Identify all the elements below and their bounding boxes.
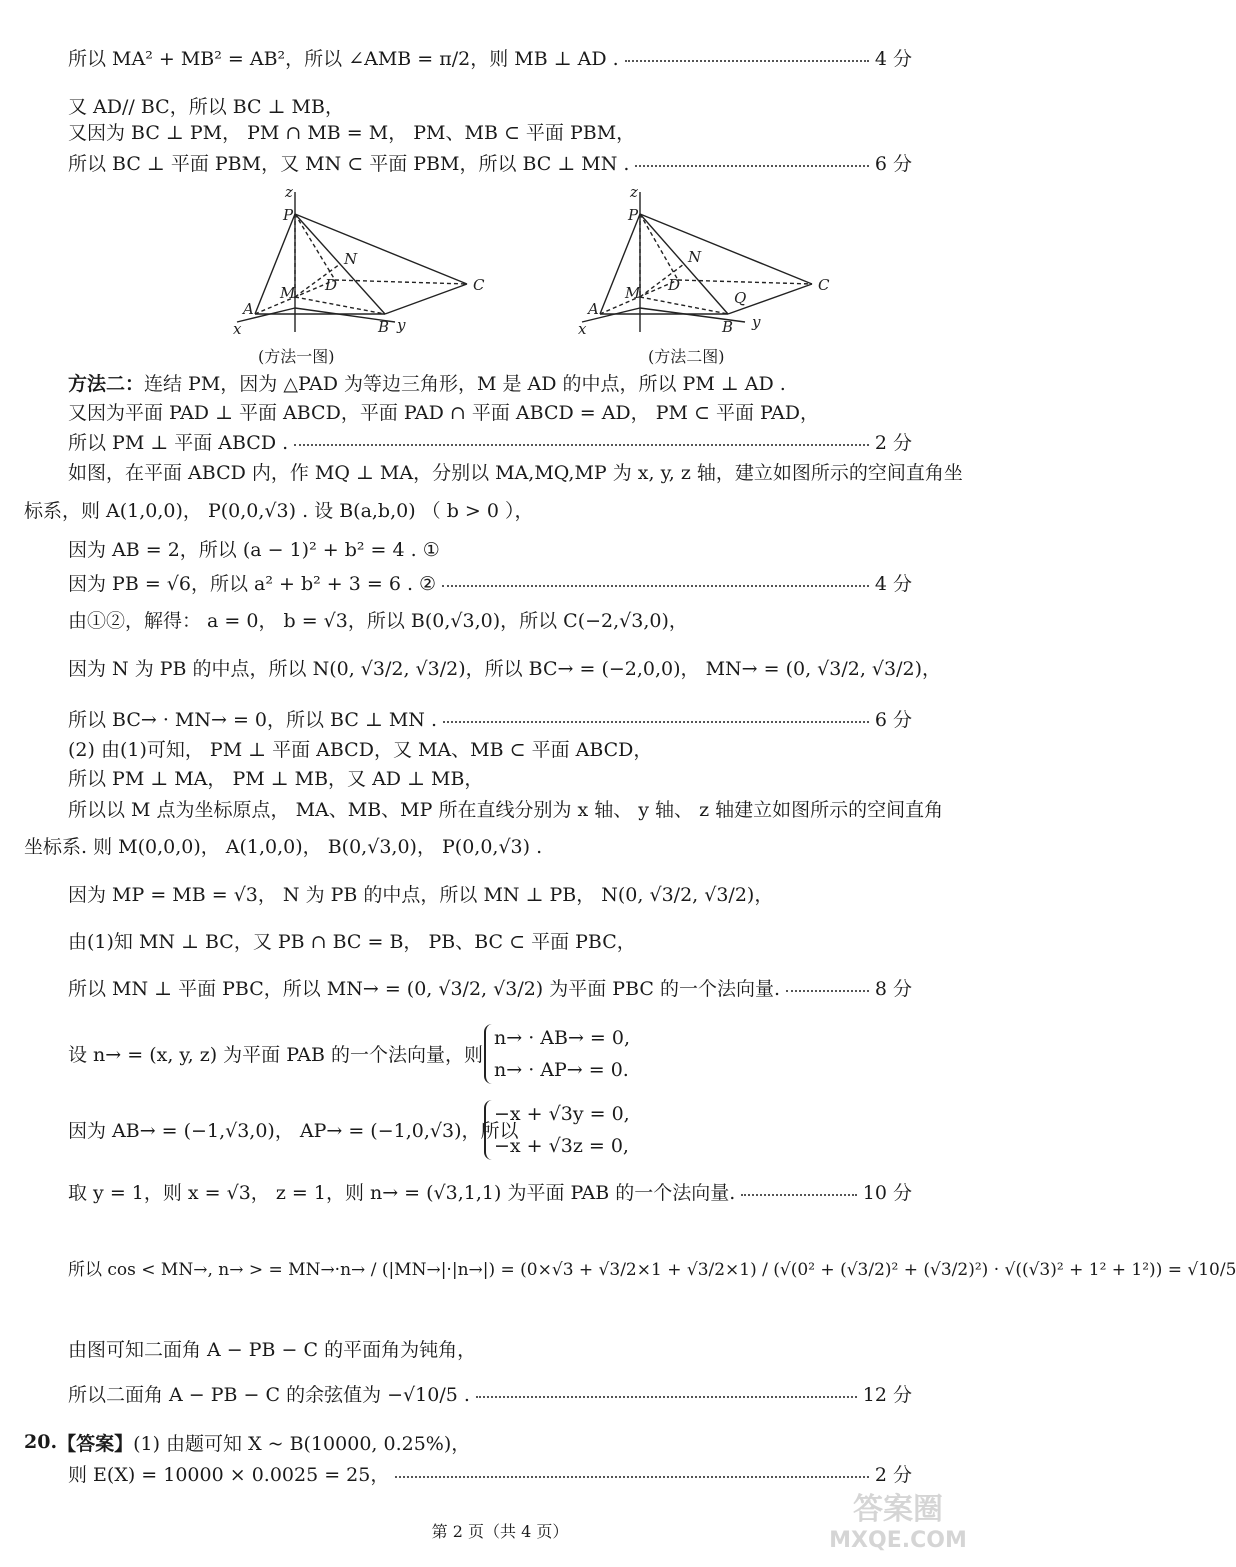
question-20-line: [24, 1427, 912, 1457]
line-text: 连结 PM，因为 △PAD 为等边三角形，M 是 AD 的中点，所以 PM ⊥ AD .: [144, 372, 786, 395]
solution-line-9: [24, 494, 976, 524]
line-text: 又因为 BC ⊥ PM， PM ∩ MB = M， PM、MB ⊂ 平面 PBM，: [68, 121, 636, 144]
edge-PD: [640, 214, 678, 280]
watermark-top-text: 答案圈: [853, 1492, 943, 1527]
solution-line-19: [68, 878, 912, 908]
label-y: y: [397, 316, 406, 334]
line-text: 所以以 M 点为坐标原点， MA、MB、MP 所在直线分别为 x 轴、 y 轴、 z 轴建立如图所示的空间直角: [68, 798, 944, 821]
line-text: 因为 AB→ = (−1,√3,0)， AP→ = (−1,0,√3)，所以: [68, 1119, 519, 1142]
system-equation-1: −x + √3y = 0,: [494, 1103, 630, 1125]
label-M: M: [280, 284, 296, 302]
solution-line-11: [68, 567, 912, 597]
line-text: 又因为平面 PAD ⊥ 平面 ABCD，平面 PAD ∩ 平面 ABCD = AD， PM ⊂ 平面 PAD，: [68, 401, 819, 424]
score-mark: 12 分: [862, 1383, 912, 1406]
edge-PB: [295, 214, 385, 314]
edge-BC: [385, 284, 467, 314]
linear-equation-system: [484, 1098, 684, 1162]
line-text: 所以 BC ⊥ 平面 PBM，又 MN ⊂ 平面 PBM，所以 BC ⊥ MN .: [68, 152, 630, 175]
score-mark: 2 分: [874, 431, 912, 454]
label-z: z: [285, 183, 293, 201]
score-mark: 10 分: [862, 1181, 912, 1204]
solution-line-12: [68, 604, 912, 634]
score-leader: [442, 585, 869, 587]
score-mark: 4 分: [874, 47, 912, 70]
score-leader: [786, 990, 869, 992]
label-z: z: [630, 183, 638, 201]
line-text: 取 y = 1，则 x = √3， z = 1，则 n→ = (√3,1,1) 为平面 PAB 的一个法向量.: [68, 1181, 736, 1204]
system-brace: [484, 1024, 494, 1084]
solution-line-20: [68, 925, 912, 955]
score-mark: 6 分: [874, 708, 912, 731]
line-text: 设 n→ = (x, y, z) 为平面 PAB 的一个法向量，则: [68, 1043, 483, 1066]
line-text: 所以 MN ⊥ 平面 PBC，所以 MN→ = (0, √3/2, √3/2) 为平面 PBC 的一个法向量.: [68, 977, 781, 1000]
solution-line-8: [68, 456, 963, 486]
label-A: A: [243, 300, 254, 318]
solution-line-15: [68, 733, 912, 763]
solution-line-10: [68, 533, 912, 563]
page-footer: 第 2 页（共 4 页）: [431, 1522, 569, 1541]
answer-label: 【答案】: [57, 1432, 134, 1455]
score-mark: 8 分: [874, 977, 912, 1000]
label-A: A: [588, 300, 599, 318]
label-N: N: [688, 248, 702, 266]
figure-method-two: [570, 182, 845, 342]
line-text: 又 AD// BC，所以 BC ⊥ MB，: [68, 95, 344, 118]
edge-PD: [295, 214, 335, 280]
line-text: 所以 cos < MN→, n→ > = MN→·n→ / (|MN→|·|n→|) = (0×√3 + √3/2×1 + √3/2×1) / (√(0² + (√3/2)² + (√3/2)²) · √((√3)² + 1² + 1²)) = √10/5: [68, 1259, 1236, 1280]
solution-line-5: [68, 367, 912, 397]
line-text: 因为 MP = MB = √3， N 为 PB 的中点，所以 MN ⊥ PB， N(0, √3/2, √3/2)，: [68, 883, 774, 906]
score-leader: [741, 1194, 856, 1196]
solution-line-6: [68, 396, 912, 426]
line-text: 所以 MA² + MB² = AB²，所以 ∠AMB = π/2，则 MB ⊥ AD .: [68, 47, 619, 70]
score-leader: [443, 721, 869, 723]
edge-PB: [640, 214, 728, 314]
edge-PC: [640, 214, 812, 284]
line-text: 因为 N 为 PB 的中点，所以 N(0, √3/2, √3/2)，所以 BC→ = (−2,0,0)， MN→ = (0, √3/2, √3/2)，: [68, 657, 942, 680]
label-P: P: [283, 206, 294, 224]
solution-line-27: [68, 1378, 912, 1408]
normal-vector-system: [484, 1022, 684, 1086]
label-D: D: [668, 276, 681, 294]
question-number: 20.: [24, 1431, 58, 1453]
figure-two-caption: (方法二图): [648, 347, 725, 366]
solution-line-14: [68, 703, 912, 733]
label-B: B: [378, 318, 390, 336]
figure-one-caption: (方法一图): [258, 347, 335, 366]
solution-line-18: [24, 830, 976, 860]
solution-line-17: [68, 793, 944, 823]
score-mark: 4 分: [874, 572, 912, 595]
line-text: 则 E(X) = 10000 × 0.0025 = 25，: [68, 1463, 390, 1486]
label-B: B: [722, 318, 734, 336]
line-text: 因为 AB = 2，所以 (a − 1)² + b² = 4 . ①: [68, 538, 440, 561]
line-text: 所以 BC→ · MN→ = 0，所以 BC ⊥ MN .: [68, 708, 438, 731]
cosine-formula-line: [68, 1252, 1236, 1282]
solution-line-26: [68, 1333, 912, 1363]
solution-line-4: [68, 147, 912, 177]
line-text: 所以 PM ⊥ 平面 ABCD .: [68, 431, 289, 454]
score-mark: 2 分: [874, 1463, 912, 1486]
solution-line-7: [68, 426, 912, 456]
label-x: x: [233, 320, 242, 338]
label-D: D: [325, 276, 338, 294]
solution-line-3: [68, 116, 912, 146]
line-text: 所以 PM ⊥ MA， PM ⊥ MB，又 AD ⊥ MB，: [68, 767, 484, 790]
score-leader: [635, 165, 868, 167]
score-leader: [294, 444, 869, 446]
line-text: 由①②，解得： a = 0， b = √3，所以 B(0,√3,0)，所以 C(−2,√3,0)，: [68, 609, 688, 632]
label-M: M: [625, 284, 641, 302]
line-text: 由图可知二面角 A − PB − C 的平面角为钝角，: [68, 1338, 477, 1361]
line-text: (2) 由(1)可知， PM ⊥ 平面 ABCD，又 MA、MB ⊂ 平面 ABCD，: [68, 738, 653, 761]
solution-line-24: [68, 1176, 912, 1206]
solution-line-29: [68, 1458, 912, 1488]
solution-line-13: [68, 652, 942, 682]
score-leader: [625, 60, 869, 62]
watermark-bottom-text: MXQE.COM: [829, 1528, 967, 1553]
score-leader: [476, 1396, 857, 1398]
solution-line-16: [68, 762, 912, 792]
solution-line-21: [68, 972, 912, 1002]
label-N: N: [344, 250, 358, 268]
method-two-label: 方法二：: [68, 372, 145, 395]
line-text: 标系，则 A(1,0,0)， P(0,0,√3) . 设 B(a,b,0) （ b > 0 ），: [24, 499, 534, 522]
figure-method-one: [225, 182, 500, 342]
watermark-logo: [814, 1483, 982, 1553]
solution-line-1: [68, 42, 912, 72]
label-Q: Q: [734, 289, 747, 307]
line-text: 如图，在平面 ABCD 内，作 MQ ⊥ MA，分别以 MA,MQ,MP 为 x, y, z 轴，建立如图所示的空间直角坐: [68, 461, 963, 484]
edge-PC: [295, 214, 467, 284]
system-equation-2: −x + √3z = 0,: [494, 1135, 629, 1157]
label-x: x: [578, 320, 587, 338]
score-leader: [395, 1476, 869, 1478]
system-brace: [484, 1100, 494, 1160]
label-y: y: [752, 313, 761, 331]
label-C: C: [818, 276, 830, 294]
score-mark: 6 分: [874, 152, 912, 175]
label-P: P: [628, 206, 639, 224]
line-text: 所以二面角 A − PB − C 的余弦值为 −√10/5 .: [68, 1383, 470, 1406]
label-C: C: [473, 276, 485, 294]
system-equation-1: n→ · AB→ = 0,: [494, 1027, 631, 1049]
line-text: 坐标系. 则 M(0,0,0)， A(1,0,0)， B(0,√3,0)， P(0,0,√3) .: [24, 835, 543, 858]
line-text: 因为 PB = √6，所以 a² + b² + 3 = 6 . ②: [68, 572, 437, 595]
line-text: 由(1)知 MN ⊥ BC，又 PB ∩ BC = B， PB、BC ⊂ 平面 PBC，: [68, 930, 636, 953]
system-equation-2: n→ · AP→ = 0.: [494, 1059, 629, 1081]
line-text: (1) 由题可知 X ~ B(10000, 0.25%)，: [133, 1432, 471, 1455]
